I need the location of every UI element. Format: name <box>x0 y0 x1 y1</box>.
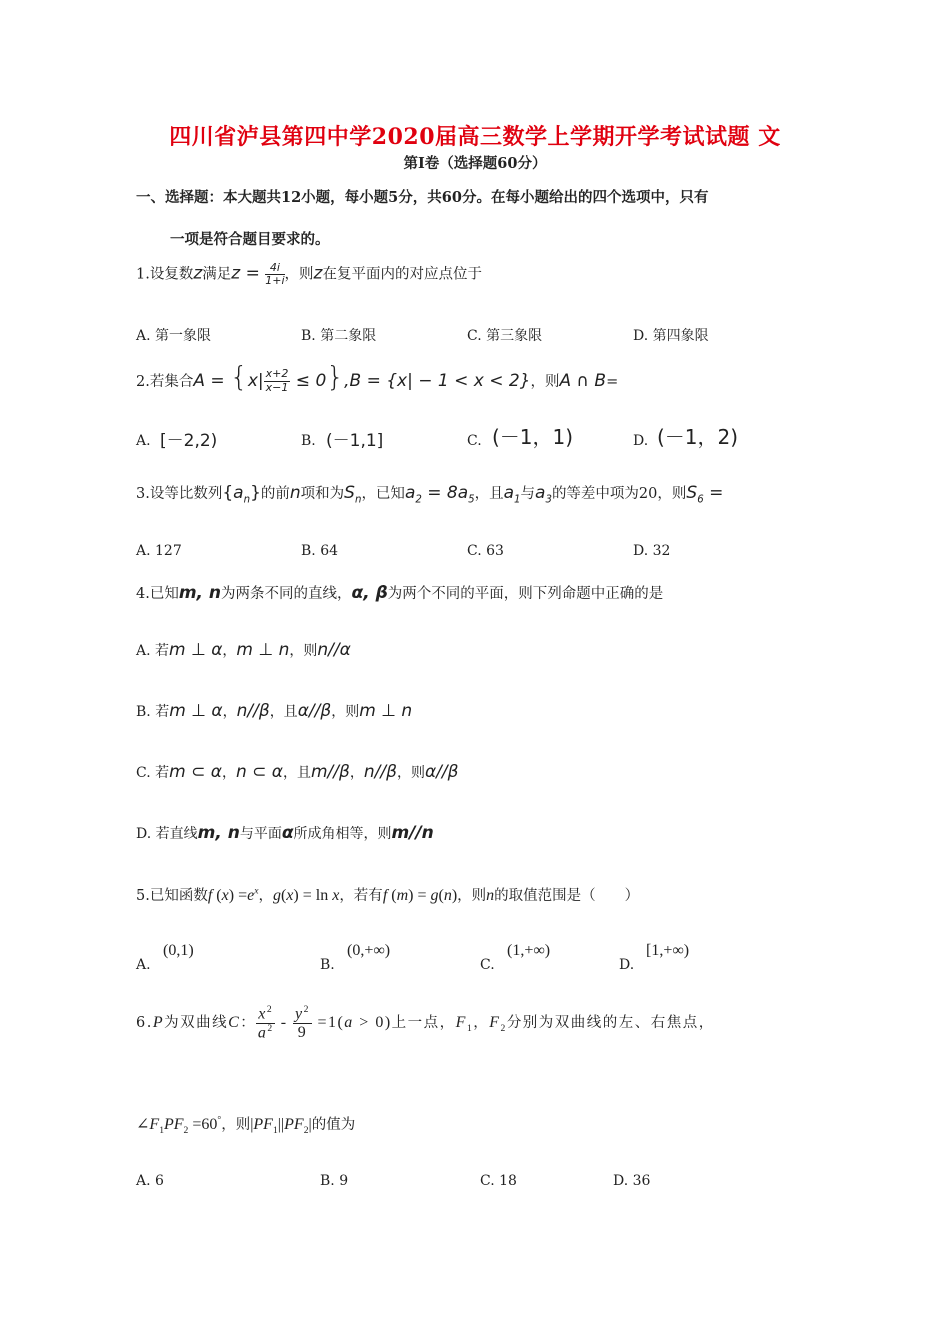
math-a3: $a_3$ <box>535 483 552 506</box>
q5-option-b-label: B. <box>320 957 335 973</box>
q5-option-b-value: (0,+∞) <box>347 942 391 959</box>
math-a-cap-b: A ∩ B <box>559 371 607 391</box>
question-5: 5.已知函数f $(x) =e^x$，g(x) = ln x，若有f (m) = g(n)，则n的取值范围是（ ） <box>136 885 640 904</box>
math-f-x: f $(x) =e^x$ <box>207 885 259 904</box>
section-heading-cont: 一项是符合题目要求的。 <box>170 231 330 248</box>
q1-option-b: B. 第二象限 <box>301 328 377 344</box>
q6-option-a: A. 6 <box>136 1173 164 1189</box>
question-2: 2.若集合A = {x| $\frac{x+2}{x-1}$ ≤ 0},B = {x| − 1 < x < 2}，则A ∩ B= <box>136 360 619 394</box>
q5-option-c-label: C. <box>480 957 495 973</box>
q1-option-a: A. 第一象限 <box>136 328 212 344</box>
q3-option-d: D. 32 <box>633 543 671 559</box>
q2-option-c-label: C. <box>467 433 482 449</box>
q4-option-d: D. 若直线m, n与平面α所成角相等，则m//n <box>136 823 434 843</box>
q3-option-c: C. 63 <box>467 543 504 559</box>
q3-option-b: B. 64 <box>301 543 339 559</box>
math-n: n <box>486 887 495 904</box>
math-z-eq: z = <box>231 263 266 284</box>
q2-option-b-value: (－1,1] <box>326 431 384 451</box>
q6-option-b: B. 9 <box>320 1173 349 1189</box>
question-3: 3.设等比数列$\{a_n\}$的前n项和为$S_n$，已知$a_2 = 8a_5$，且$a_1$与$a_3$的等差中项为20，则$S_6$ = <box>136 483 724 506</box>
q5-option-d-value: [1,+∞) <box>646 942 690 959</box>
q2-option-d-label: D. <box>633 433 649 449</box>
math-g-x: g(x) = ln x <box>272 887 340 904</box>
q5-option-a-value: (0,1) <box>163 942 194 959</box>
math-z: z <box>313 263 323 284</box>
math-c: C <box>228 1014 241 1032</box>
math-a2-eq: $a_2 = 8a_5$ <box>404 483 475 506</box>
math-s6: $S_6$ = <box>686 483 724 506</box>
q6-option-c: C. 18 <box>480 1173 517 1189</box>
math-fm-gn: f (m) = g(n) <box>382 887 458 904</box>
question-4: 4.已知m, n为两条不同的直线，α, β为两个不同的平面，则下列命题中正确的是 <box>136 583 664 603</box>
math-n: n <box>289 483 301 503</box>
math-p: P <box>152 1014 165 1032</box>
question-6: 6.P为双曲线C： $\frac{x^2}{a^2}$ - $\frac{y^2}{9}$ =1(a > 0)上一点，$F_1$，$F_2$分别为双曲线的左、右焦点， <box>136 1004 715 1042</box>
q5-option-c-value: (1,+∞) <box>507 942 551 959</box>
section-subtitle: 第Ⅰ卷（选择题60分） <box>403 155 547 172</box>
q4-option-a: A. 若m ⊥ α，m ⊥ n，则n//α <box>136 640 351 660</box>
q4-option-b: B. 若m ⊥ α，n//β，且α//β，则m ⊥ n <box>136 701 413 721</box>
math-m-n: m, n <box>178 583 222 603</box>
question-6-cont: $\angle F_1PF_2 =60^\circ$，则$|PF_1||PF_2|$的值为 <box>136 1114 356 1137</box>
q5-option-d-label: D. <box>619 957 635 973</box>
q2-option-d-value: (－1，2) <box>657 425 739 449</box>
q2-option-a-value: [－2,2) <box>160 431 218 451</box>
math-pf-product: $|PF_1||PF_2|$ <box>250 1116 312 1137</box>
q2-option-c-value: (－1，1) <box>492 425 574 449</box>
q2-option-b-label: B. <box>301 433 316 449</box>
math-f2: $F_2$ <box>489 1014 507 1035</box>
question-1: 1.设复数z满足z = $\frac{4i}{1+i}$ ，则z在复平面内的对应点位于 <box>136 261 482 288</box>
q2-option-a-label: A. <box>136 433 151 449</box>
math-z: z <box>193 263 203 284</box>
q6-option-d: D. 36 <box>613 1173 651 1189</box>
math-angle: $\angle F_1PF_2 =60^\circ$ <box>136 1114 222 1137</box>
math-a1: $a_1$ <box>503 483 521 506</box>
math-seq: $\{a_n\}$ <box>222 483 261 506</box>
q1-option-d: D. 第四象限 <box>633 328 709 344</box>
math-set-a: A = {x| $\frac{x+2}{x-1}$ ≤ 0},B = {x| − 1 < x < 2} <box>193 360 531 394</box>
q3-option-a: A. 127 <box>136 543 182 559</box>
section-heading: 一、选择题：本大题共12小题，每小题5分，共60分。在每小题给出的四个选项中，只有 <box>136 189 709 206</box>
math-sn: $S_n$ <box>344 483 362 506</box>
q4-option-c: C. 若m ⊂ α，n ⊂ α，且m//β，n//β，则α//β <box>136 762 459 782</box>
q5-option-a-label: A. <box>136 957 151 973</box>
q1-option-c: C. 第三象限 <box>467 328 543 344</box>
math-alpha-beta: α, β <box>351 583 388 603</box>
math-hyperbola: $\frac{x^2}{a^2}$ - $\frac{y^2}{9}$ =1(a > 0) <box>257 1004 392 1042</box>
math-fraction-4i: $\frac{4i}{1+i}$ <box>265 261 285 288</box>
document-title: 四川省泸县第四中学2020届高三数学上学期开学考试试题 文 <box>169 124 781 150</box>
math-f1: $F_1$ <box>455 1014 474 1035</box>
